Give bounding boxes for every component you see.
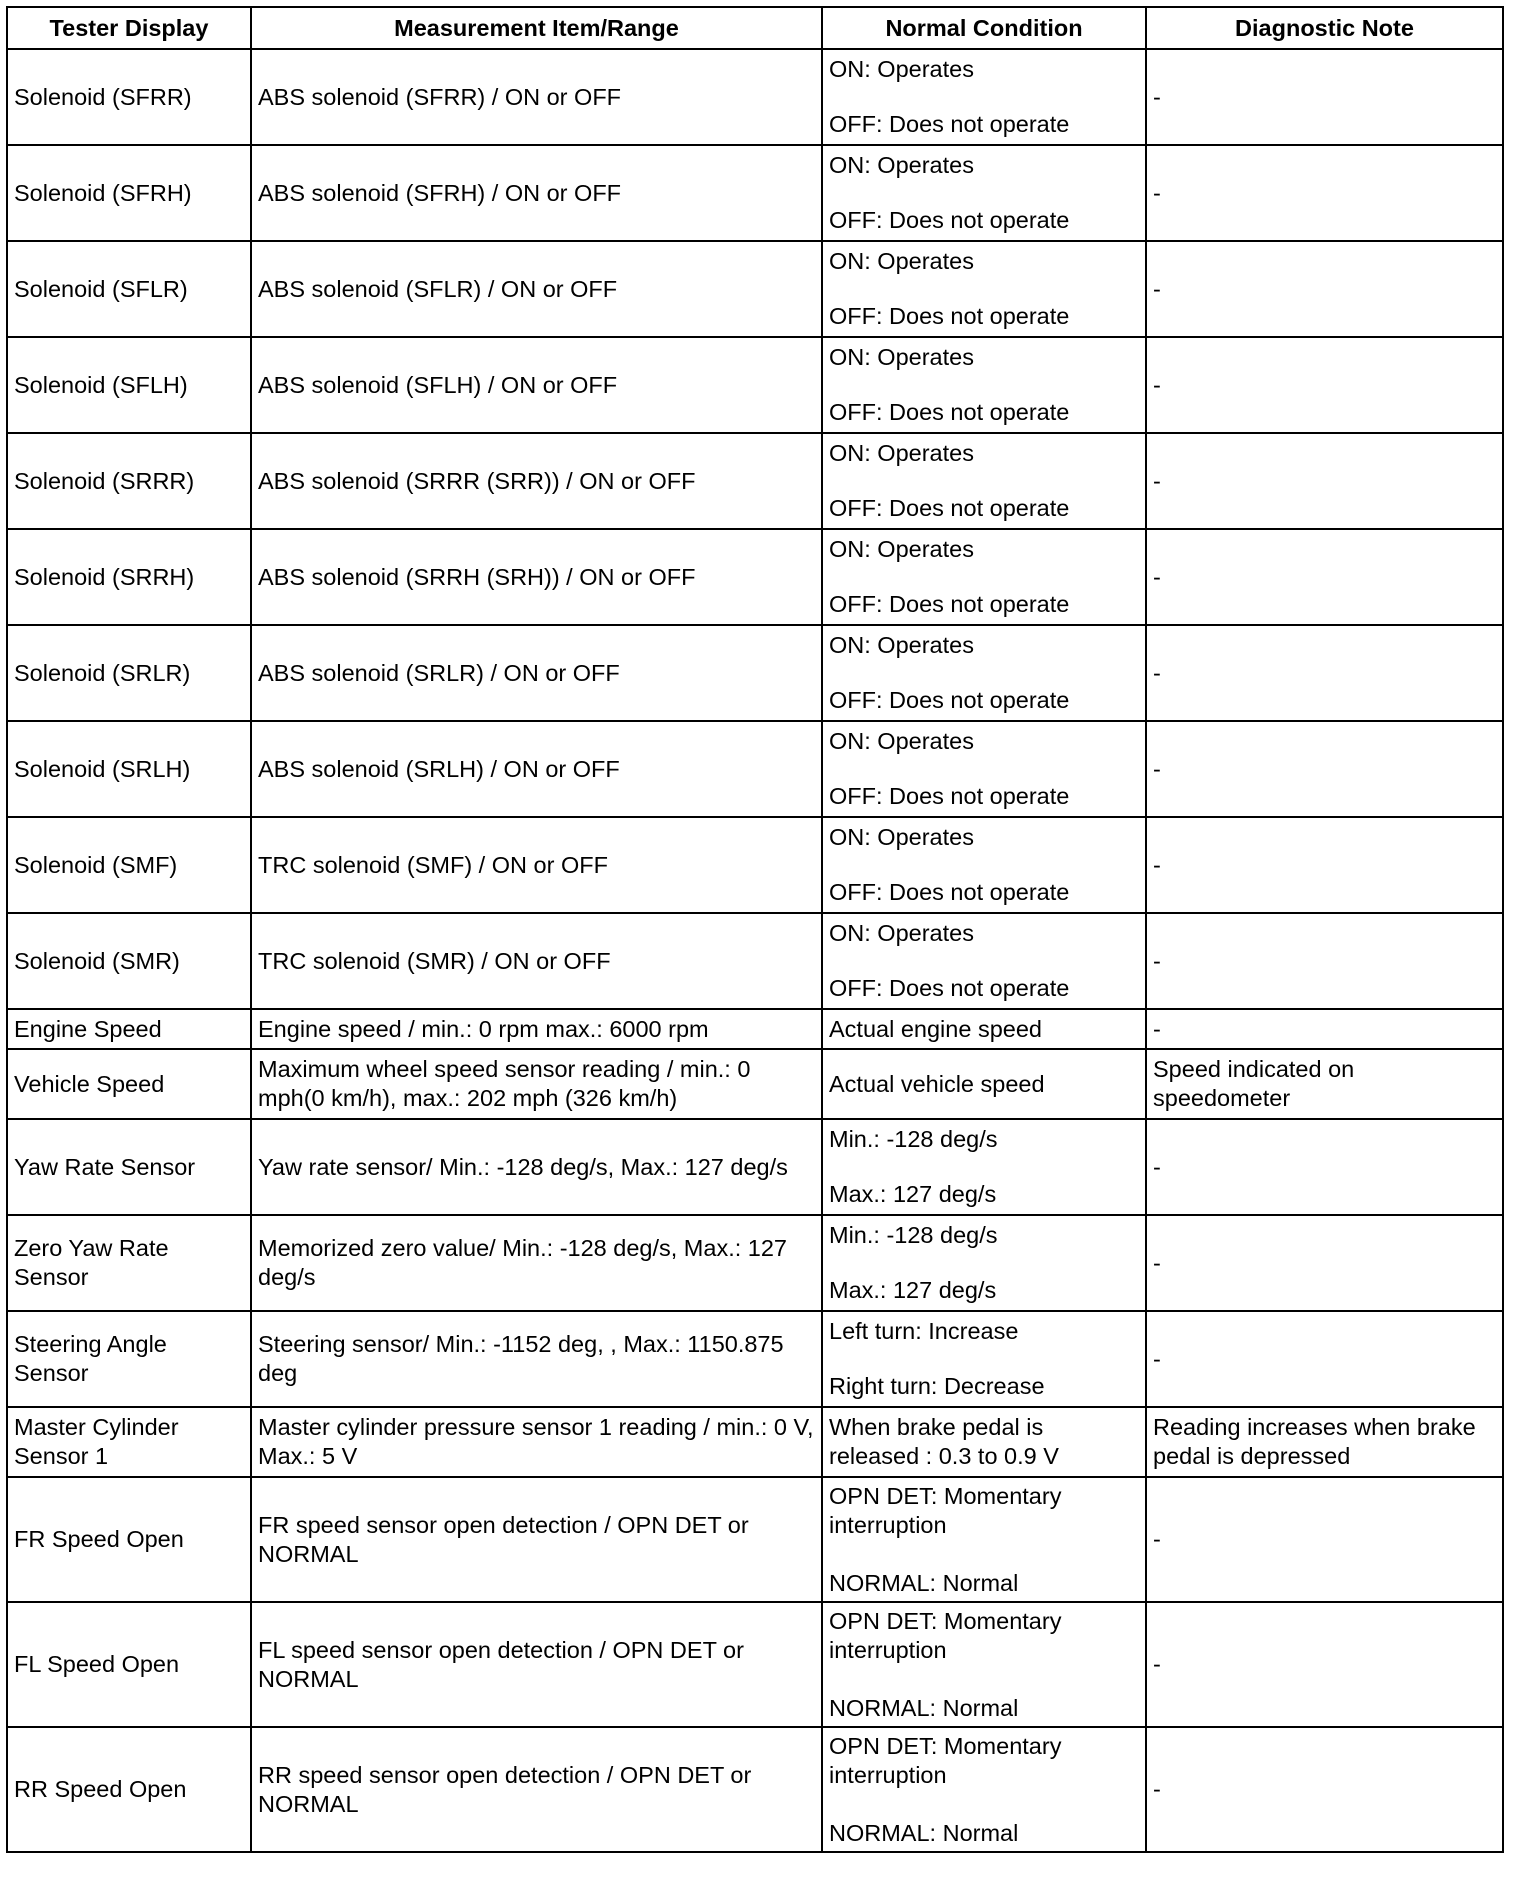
cell-normal-condition (822, 721, 1146, 817)
cell-tester-display: Solenoid (SMR) (7, 913, 251, 1009)
normal-condition-line: OFF: Does not operate (829, 207, 1070, 233)
normal-condition-line: OFF: Does not operate (829, 111, 1070, 137)
table-row (7, 49, 1503, 145)
cell-diagnostic-note: - (1146, 1602, 1503, 1727)
table-row (7, 1215, 1503, 1311)
cell-diagnostic-note: - (1146, 433, 1503, 529)
cell-measurement-item: Maximum wheel speed sensor reading / min.: 0 mph(0 km/h), max.: 202 mph (326 km/h) (251, 1049, 822, 1119)
cell-measurement-item: FL speed sensor open detection / OPN DET or NORMAL (251, 1602, 822, 1727)
cell-tester-display: Engine Speed (7, 1009, 251, 1049)
normal-condition-line: Actual vehicle speed (829, 1070, 1045, 1097)
normal-condition-line: OPN DET: Momentary interruption (829, 1607, 1062, 1663)
cell-measurement-item: Engine speed / min.: 0 rpm max.: 6000 rpm (251, 1009, 822, 1049)
cell-diagnostic-note: - (1146, 625, 1503, 721)
normal-condition-line: OFF: Does not operate (829, 879, 1070, 905)
normal-condition-line: ON: Operates (829, 920, 974, 946)
cell-normal-condition (822, 1119, 1146, 1215)
normal-condition-lines (829, 1482, 1139, 1598)
cell-diagnostic-note: - (1146, 529, 1503, 625)
normal-condition-line: Min.: -128 deg/s (829, 1222, 998, 1248)
cell-diagnostic-note: - (1146, 1009, 1503, 1049)
cell-diagnostic-note: Speed indicated on speedometer (1146, 1049, 1503, 1119)
cell-measurement-item: TRC solenoid (SMF) / ON or OFF (251, 817, 822, 913)
normal-condition-line: Max.: 127 deg/s (829, 1181, 997, 1207)
cell-measurement-item: ABS solenoid (SFLR) / ON or OFF (251, 241, 822, 337)
table-row (7, 721, 1503, 817)
cell-normal-condition (822, 1477, 1146, 1602)
table-row (7, 625, 1503, 721)
cell-diagnostic-note: - (1146, 817, 1503, 913)
cell-diagnostic-note: - (1146, 721, 1503, 817)
cell-normal-condition (822, 1215, 1146, 1311)
cell-tester-display: Master Cylinder Sensor 1 (7, 1407, 251, 1477)
cell-diagnostic-note: - (1146, 1119, 1503, 1215)
cell-normal-condition (822, 1727, 1146, 1852)
table-row (7, 1119, 1503, 1215)
normal-condition-line: ON: Operates (829, 248, 974, 274)
cell-measurement-item: RR speed sensor open detection / OPN DET or NORMAL (251, 1727, 822, 1852)
cell-normal-condition (822, 1009, 1146, 1049)
cell-measurement-item: TRC solenoid (SMR) / ON or OFF (251, 913, 822, 1009)
cell-diagnostic-note: - (1146, 145, 1503, 241)
normal-condition-lines (829, 823, 1139, 907)
normal-condition-line: When brake pedal is released : 0.3 to 0.9 V (829, 1414, 1059, 1469)
header-measurement-item: Measurement Item/Range (251, 7, 822, 49)
normal-condition-line: Actual engine speed (829, 1015, 1042, 1042)
cell-measurement-item: Memorized zero value/ Min.: -128 deg/s, Max.: 127 deg/s (251, 1215, 822, 1311)
cell-tester-display: Solenoid (SMF) (7, 817, 251, 913)
cell-tester-display: Solenoid (SFRH) (7, 145, 251, 241)
table-row (7, 529, 1503, 625)
cell-measurement-item: Yaw rate sensor/ Min.: -128 deg/s, Max.: 127 deg/s (251, 1119, 822, 1215)
normal-condition-line: OFF: Does not operate (829, 495, 1070, 521)
normal-condition-lines (829, 1125, 1139, 1209)
normal-condition-lines (829, 535, 1139, 619)
cell-normal-condition (822, 145, 1146, 241)
table-row (7, 1477, 1503, 1602)
normal-condition-line: ON: Operates (829, 56, 974, 82)
normal-condition-line: Left turn: Increase (829, 1318, 1019, 1344)
normal-condition-line: OPN DET: Momentary interruption (829, 1732, 1062, 1788)
cell-tester-display: Solenoid (SRRR) (7, 433, 251, 529)
normal-condition-lines (829, 1317, 1139, 1401)
normal-condition-line: OFF: Does not operate (829, 303, 1070, 329)
cell-measurement-item: ABS solenoid (SRLR) / ON or OFF (251, 625, 822, 721)
normal-condition-lines (829, 1015, 1139, 1044)
cell-diagnostic-note: - (1146, 913, 1503, 1009)
table-row (7, 1602, 1503, 1727)
normal-condition-line: ON: Operates (829, 344, 974, 370)
normal-condition-line: ON: Operates (829, 632, 974, 658)
table-row (7, 145, 1503, 241)
table-row (7, 1009, 1503, 1049)
table-row (7, 241, 1503, 337)
cell-normal-condition (822, 49, 1146, 145)
normal-condition-line: Max.: 127 deg/s (829, 1277, 997, 1303)
cell-diagnostic-note: - (1146, 1727, 1503, 1852)
normal-condition-line: NORMAL: Normal (829, 1694, 1019, 1721)
table-row (7, 913, 1503, 1009)
normal-condition-line: ON: Operates (829, 440, 974, 466)
cell-normal-condition (822, 1602, 1146, 1727)
cell-diagnostic-note: Reading increases when brake pedal is depressed (1146, 1407, 1503, 1477)
normal-condition-lines (829, 727, 1139, 811)
table-row (7, 337, 1503, 433)
normal-condition-line: ON: Operates (829, 728, 974, 754)
header-diagnostic-note: Diagnostic Note (1146, 7, 1503, 49)
cell-tester-display: Solenoid (SFRR) (7, 49, 251, 145)
normal-condition-lines (829, 55, 1139, 139)
cell-measurement-item: ABS solenoid (SFRR) / ON or OFF (251, 49, 822, 145)
cell-tester-display: Vehicle Speed (7, 1049, 251, 1119)
cell-diagnostic-note: - (1146, 1477, 1503, 1602)
table-header-row (7, 7, 1503, 49)
cell-measurement-item: Steering sensor/ Min.: -1152 deg, , Max.: 1150.875 deg (251, 1311, 822, 1407)
normal-condition-line: Min.: -128 deg/s (829, 1126, 998, 1152)
normal-condition-lines (829, 919, 1139, 1003)
header-normal-condition: Normal Condition (822, 7, 1146, 49)
cell-tester-display: Steering Angle Sensor (7, 1311, 251, 1407)
normal-condition-lines (829, 1070, 1139, 1099)
cell-normal-condition (822, 817, 1146, 913)
cell-measurement-item: ABS solenoid (SRLH) / ON or OFF (251, 721, 822, 817)
normal-condition-lines (829, 151, 1139, 235)
table-row (7, 433, 1503, 529)
cell-tester-display: Solenoid (SFLR) (7, 241, 251, 337)
cell-measurement-item: ABS solenoid (SFLH) / ON or OFF (251, 337, 822, 433)
cell-tester-display: Solenoid (SRRH) (7, 529, 251, 625)
cell-measurement-item: ABS solenoid (SRRH (SRH)) / ON or OFF (251, 529, 822, 625)
cell-measurement-item: Master cylinder pressure sensor 1 reading / min.: 0 V, Max.: 5 V (251, 1407, 822, 1477)
cell-tester-display: Solenoid (SRLH) (7, 721, 251, 817)
normal-condition-lines (829, 1221, 1139, 1305)
table-row (7, 817, 1503, 913)
cell-normal-condition (822, 1407, 1146, 1477)
normal-condition-line: OFF: Does not operate (829, 399, 1070, 425)
normal-condition-line: ON: Operates (829, 536, 974, 562)
cell-diagnostic-note: - (1146, 241, 1503, 337)
table-row (7, 1727, 1503, 1852)
cell-diagnostic-note: - (1146, 49, 1503, 145)
diagnostic-data-table (6, 6, 1504, 1853)
cell-tester-display: Yaw Rate Sensor (7, 1119, 251, 1215)
normal-condition-line: OFF: Does not operate (829, 687, 1070, 713)
normal-condition-line: OFF: Does not operate (829, 591, 1070, 617)
cell-tester-display: Solenoid (SRLR) (7, 625, 251, 721)
normal-condition-line: NORMAL: Normal (829, 1819, 1019, 1846)
cell-normal-condition (822, 1049, 1146, 1119)
cell-normal-condition (822, 625, 1146, 721)
cell-diagnostic-note: - (1146, 1215, 1503, 1311)
normal-condition-line: OFF: Does not operate (829, 783, 1070, 809)
cell-normal-condition (822, 913, 1146, 1009)
cell-normal-condition (822, 337, 1146, 433)
cell-tester-display: FR Speed Open (7, 1477, 251, 1602)
normal-condition-line: OPN DET: Momentary interruption (829, 1482, 1062, 1538)
cell-measurement-item: ABS solenoid (SRRR (SRR)) / ON or OFF (251, 433, 822, 529)
table-row (7, 1311, 1503, 1407)
normal-condition-line: Right turn: Decrease (829, 1373, 1045, 1399)
header-tester-display: Tester Display (7, 7, 251, 49)
normal-condition-lines (829, 1413, 1139, 1471)
cell-normal-condition (822, 529, 1146, 625)
cell-measurement-item: ABS solenoid (SFRH) / ON or OFF (251, 145, 822, 241)
table-row (7, 1049, 1503, 1119)
normal-condition-lines (829, 343, 1139, 427)
normal-condition-line: ON: Operates (829, 152, 974, 178)
cell-diagnostic-note: - (1146, 337, 1503, 433)
cell-normal-condition (822, 1311, 1146, 1407)
table-body (7, 49, 1503, 1852)
cell-tester-display: Zero Yaw Rate Sensor (7, 1215, 251, 1311)
normal-condition-line: ON: Operates (829, 824, 974, 850)
cell-tester-display: FL Speed Open (7, 1602, 251, 1727)
normal-condition-lines (829, 1732, 1139, 1848)
normal-condition-line: OFF: Does not operate (829, 975, 1070, 1001)
cell-normal-condition (822, 241, 1146, 337)
normal-condition-lines (829, 1607, 1139, 1723)
normal-condition-lines (829, 247, 1139, 331)
cell-normal-condition (822, 433, 1146, 529)
normal-condition-line: NORMAL: Normal (829, 1569, 1019, 1596)
cell-diagnostic-note: - (1146, 1311, 1503, 1407)
normal-condition-lines (829, 439, 1139, 523)
normal-condition-lines (829, 631, 1139, 715)
cell-measurement-item: FR speed sensor open detection / OPN DET or NORMAL (251, 1477, 822, 1602)
table-row (7, 1407, 1503, 1477)
cell-tester-display: Solenoid (SFLH) (7, 337, 251, 433)
cell-tester-display: RR Speed Open (7, 1727, 251, 1852)
